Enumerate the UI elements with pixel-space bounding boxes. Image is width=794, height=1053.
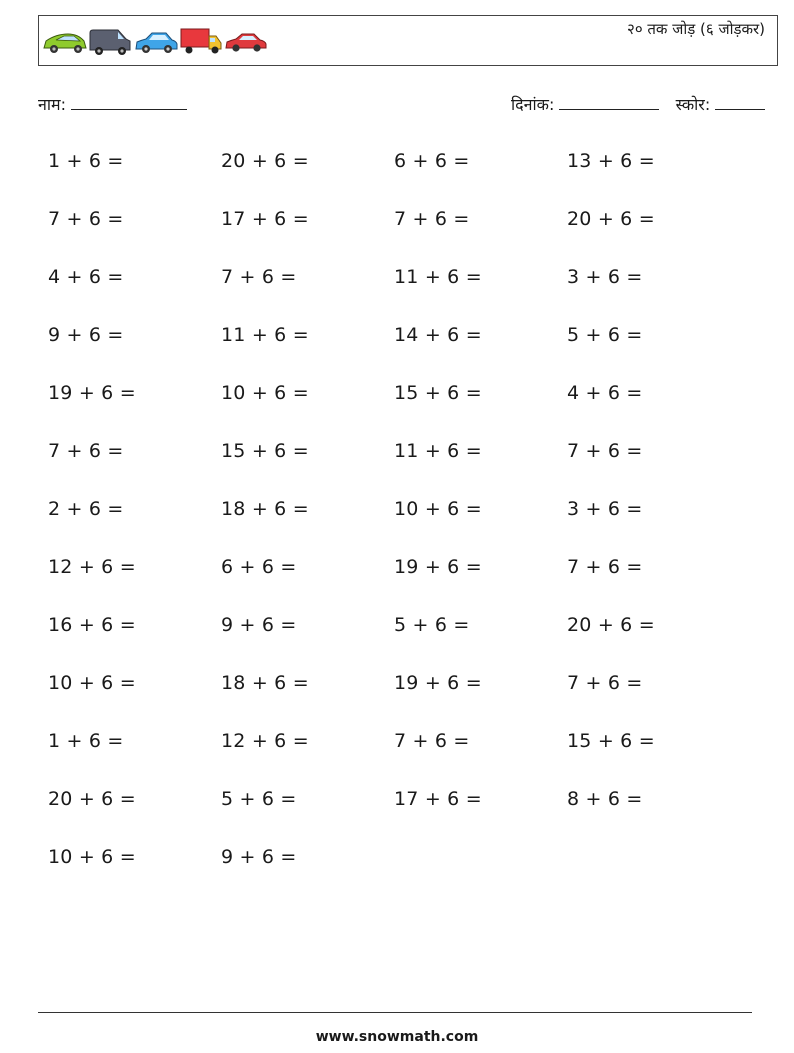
addition-problem: 15 + 6 = <box>394 382 482 404</box>
addition-problem: 7 + 6 = <box>567 672 643 694</box>
addition-problem: 9 + 6 = <box>48 324 124 346</box>
date-blank[interactable] <box>559 95 659 110</box>
addition-problem: 15 + 6 = <box>221 440 309 462</box>
grey-van-icon <box>90 30 130 55</box>
addition-problem: 11 + 6 = <box>394 266 482 288</box>
addition-problem: 19 + 6 = <box>48 382 136 404</box>
addition-problem: 1 + 6 = <box>48 150 124 172</box>
addition-problem: 10 + 6 = <box>48 846 136 868</box>
addition-problem: 5 + 6 = <box>221 788 297 810</box>
addition-problem: 10 + 6 = <box>48 672 136 694</box>
date-score-fields <box>511 93 765 115</box>
addition-problem: 9 + 6 = <box>221 846 297 868</box>
addition-problem: 11 + 6 = <box>221 324 309 346</box>
addition-problem: 11 + 6 = <box>394 440 482 462</box>
name-field <box>38 93 187 115</box>
footer-site: www.snowmath.com <box>315 1029 479 1045</box>
addition-problem: 9 + 6 = <box>221 614 297 636</box>
vehicle-strip <box>42 28 270 54</box>
addition-problem: 3 + 6 = <box>567 266 643 288</box>
addition-problem: 5 + 6 = <box>394 614 470 636</box>
addition-problem: 14 + 6 = <box>394 324 482 346</box>
green-car-icon <box>44 34 86 53</box>
name-blank[interactable] <box>71 95 187 110</box>
addition-problem: 6 + 6 = <box>221 556 297 578</box>
worksheet-header <box>38 15 778 66</box>
footer-divider <box>38 1012 752 1013</box>
addition-problem: 17 + 6 = <box>394 788 482 810</box>
addition-problem: 20 + 6 = <box>221 150 309 172</box>
addition-problem: 20 + 6 = <box>48 788 136 810</box>
addition-problem: 7 + 6 = <box>48 208 124 230</box>
addition-problem: 4 + 6 = <box>567 382 643 404</box>
addition-problem: 13 + 6 = <box>567 150 655 172</box>
score-label: स्कोर: <box>675 95 711 114</box>
addition-problem: 7 + 6 = <box>48 440 124 462</box>
addition-problem: 19 + 6 = <box>394 556 482 578</box>
addition-problem: 7 + 6 = <box>221 266 297 288</box>
addition-problem: 10 + 6 = <box>394 498 482 520</box>
addition-problem: 10 + 6 = <box>221 382 309 404</box>
addition-problem: 17 + 6 = <box>221 208 309 230</box>
date-label: दिनांक: <box>511 95 555 114</box>
red-truck-icon <box>181 29 221 54</box>
addition-problem: 12 + 6 = <box>221 730 309 752</box>
addition-problem: 19 + 6 = <box>394 672 482 694</box>
addition-problem: 7 + 6 = <box>567 556 643 578</box>
addition-problem: 18 + 6 = <box>221 498 309 520</box>
addition-problem: 7 + 6 = <box>394 208 470 230</box>
worksheet-title: २० तक जोड़ (६ जोड़कर) <box>627 20 765 38</box>
addition-problem: 3 + 6 = <box>567 498 643 520</box>
addition-problem: 18 + 6 = <box>221 672 309 694</box>
addition-problem: 16 + 6 = <box>48 614 136 636</box>
addition-problem: 2 + 6 = <box>48 498 124 520</box>
addition-problem: 7 + 6 = <box>567 440 643 462</box>
addition-problem: 20 + 6 = <box>567 208 655 230</box>
addition-problem: 1 + 6 = <box>48 730 124 752</box>
name-label: नाम: <box>38 95 66 114</box>
red-car-icon <box>226 34 266 52</box>
addition-problem: 20 + 6 = <box>567 614 655 636</box>
score-blank[interactable] <box>715 95 765 110</box>
addition-problem: 15 + 6 = <box>567 730 655 752</box>
blue-car-icon <box>136 33 177 53</box>
addition-problem: 5 + 6 = <box>567 324 643 346</box>
addition-problem: 8 + 6 = <box>567 788 643 810</box>
addition-problem: 12 + 6 = <box>48 556 136 578</box>
addition-problem: 4 + 6 = <box>48 266 124 288</box>
addition-problem: 6 + 6 = <box>394 150 470 172</box>
addition-problem: 7 + 6 = <box>394 730 470 752</box>
